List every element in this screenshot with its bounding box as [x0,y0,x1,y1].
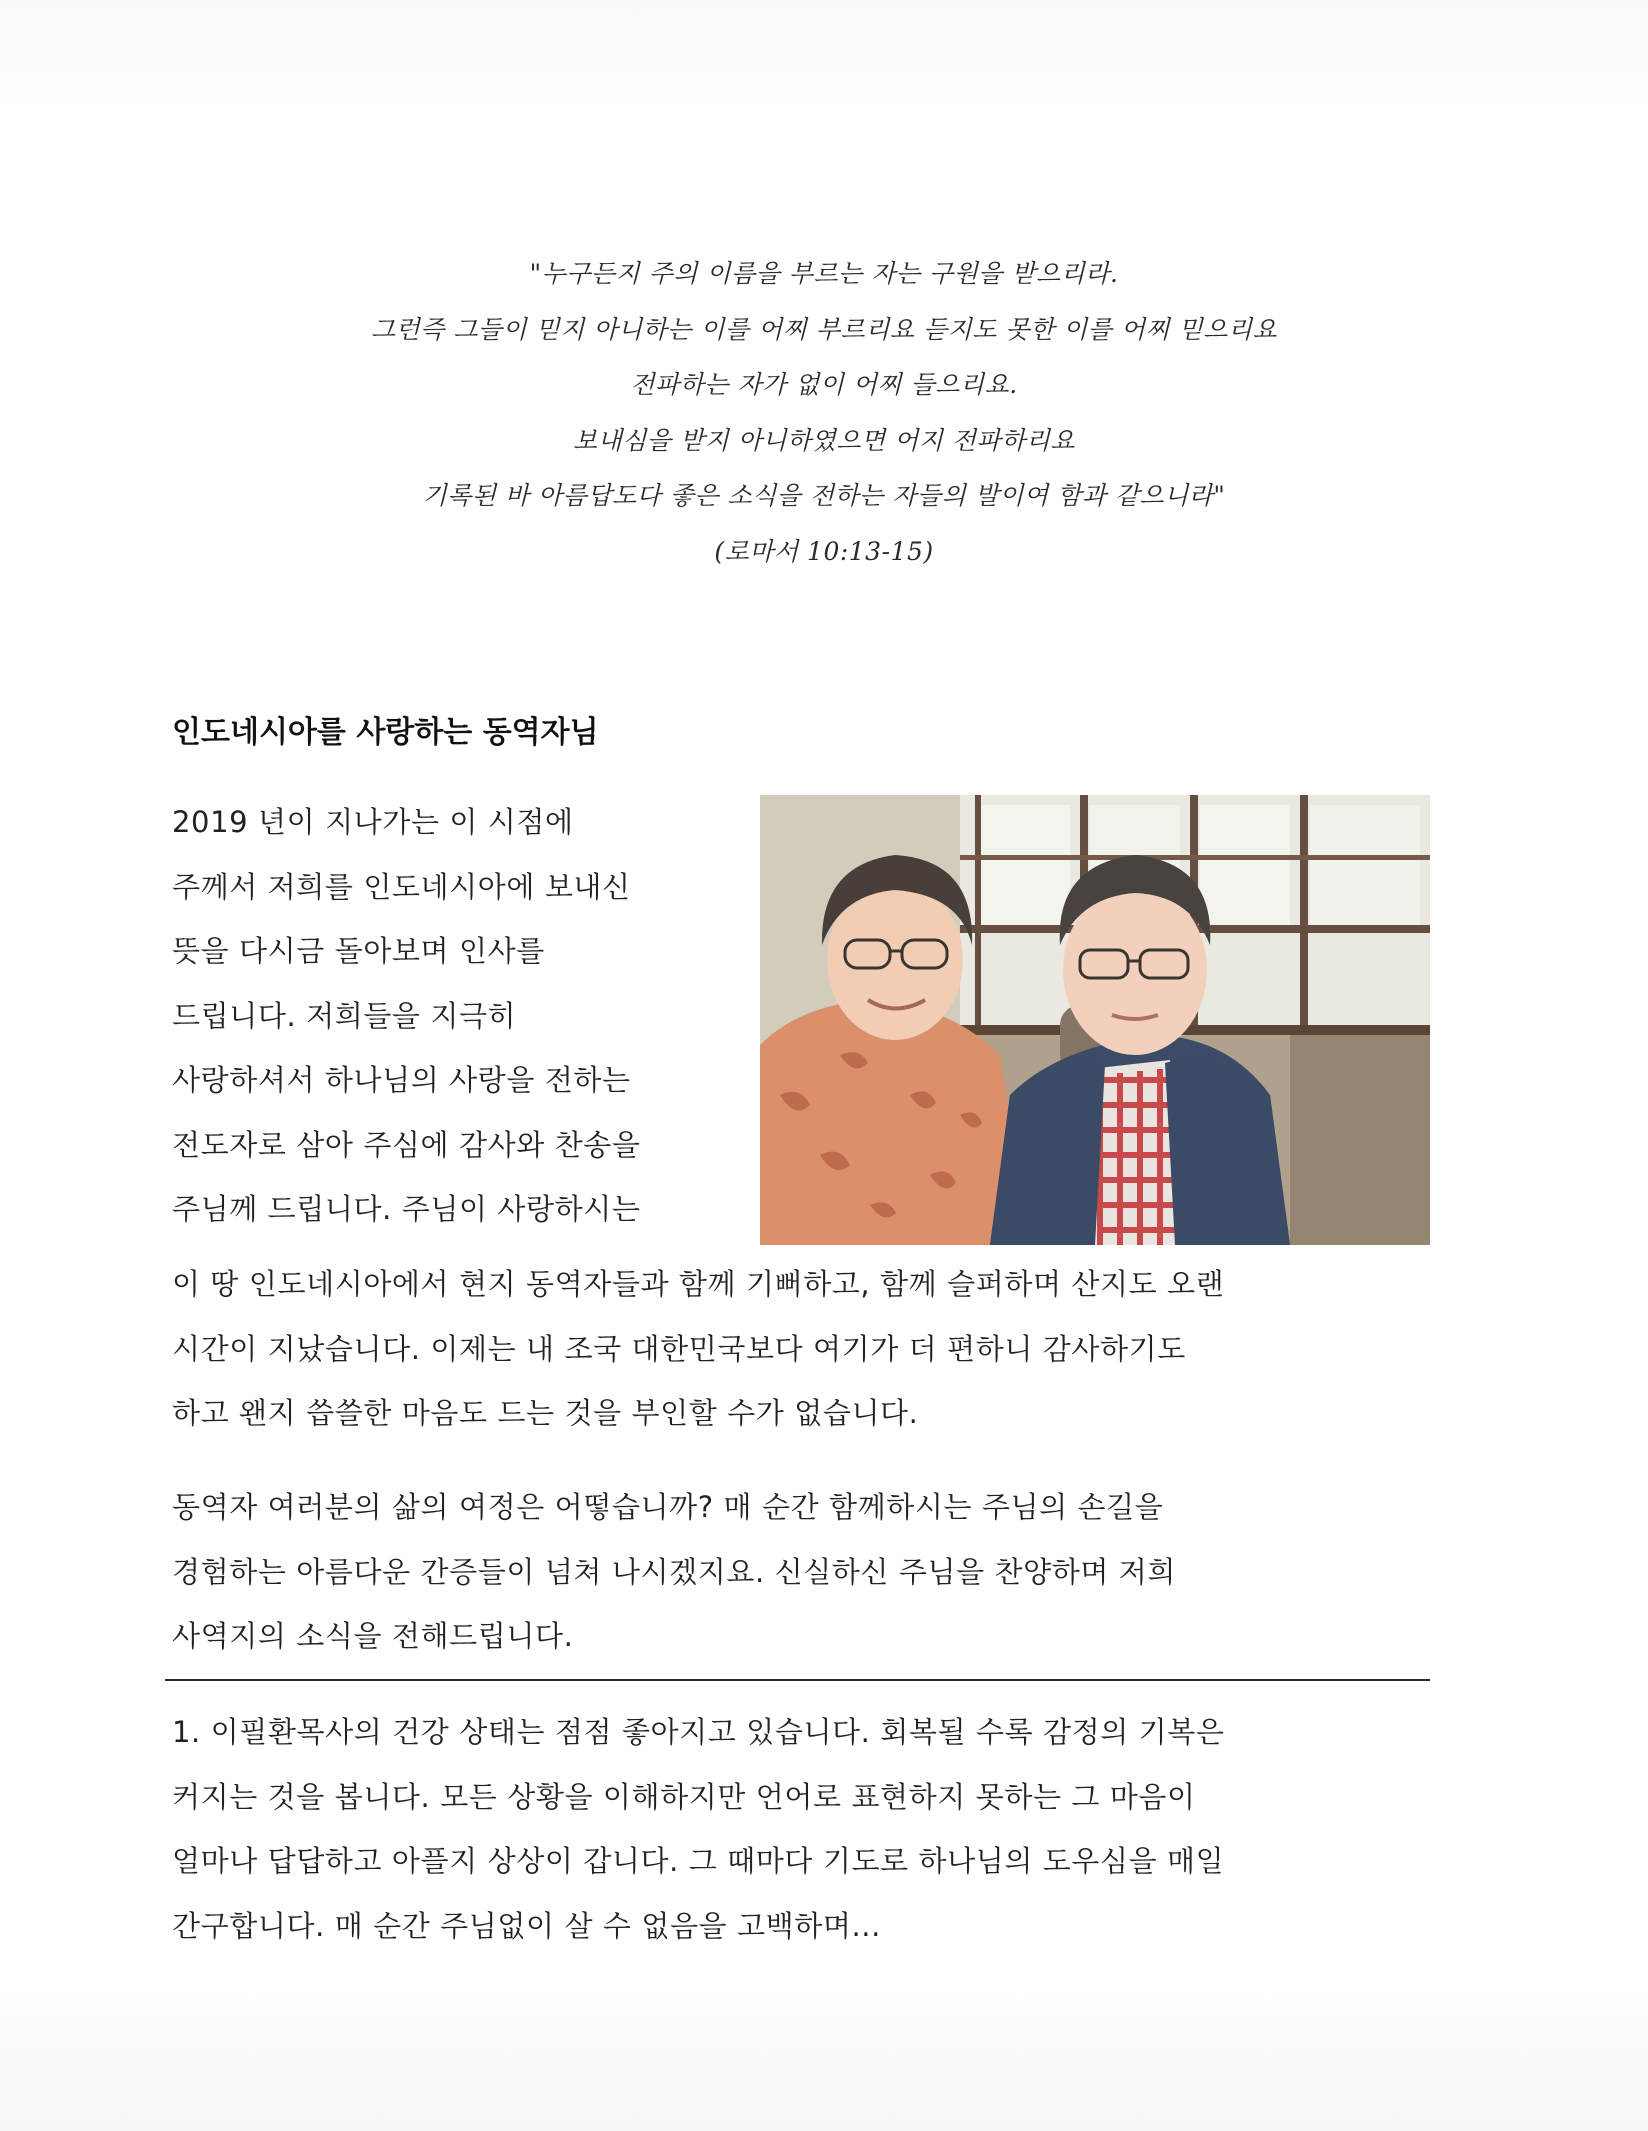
intro-paragraph-left [172,790,732,1242]
text-line: 시간이 지났습니다. 이제는 내 조국 대한민국보다 여기가 더 편하니 감사하기도 [172,1331,1186,1366]
verse-line: 전파하는 자가 없이 어찌 들으리요. [630,370,1018,400]
section-divider [165,1679,1430,1681]
verse-line: "누구든지 주의 이름을 부르는 자는 구원을 받으리라. [529,259,1119,288]
text-line: 커지는 것을 봅니다. 모든 상황을 이해하지만 언어로 표현하지 못하는 그 마음이 [172,1779,1196,1814]
section-heading: 인도네시아를 사랑하는 동역자님 [172,715,599,750]
text-line: 뜻을 다시금 돌아보며 인사를 [172,934,545,968]
text-line: 2019 년이 지나가는 이 시점에 [172,805,574,839]
text-line: 주님께 드립니다. 주님이 사랑하시는 [172,1192,641,1226]
scripture-quote [224,246,1424,580]
text-line: 1. 이필환목사의 건강 상태는 점점 좋아지고 있습니다. 회복될 수록 감정의 기복은 [172,1715,1225,1749]
text-line: 동역자 여러분의 삶의 여정은 어떻습니까? 매 순간 함께하시는 주님의 손길을 [172,1490,1164,1524]
intro-paragraph-continued [172,1252,1432,1446]
text-line: 주께서 저희를 인도네시아에 보내신 [172,869,631,904]
verse-line: 그런즉 그들이 믿지 아니하는 이를 어찌 부르리요 듣지도 못한 이를 어찌 믿으리요 [370,314,1278,344]
second-paragraph [172,1475,1432,1669]
text-line: 드립니다. 저희들을 지극히 [172,998,517,1033]
text-line: 사랑하셔서 하나님의 사랑을 전하는 [172,1063,631,1097]
news-item-1 [172,1700,1432,1958]
text-line: 경험하는 아름다운 간증들이 넘쳐 나시겠지요. 신실하신 주님을 찬양하며 저희 [172,1554,1177,1589]
text-line: 간구합니다. 매 순간 주님없이 살 수 없음을 고백하며... [172,1908,881,1943]
text-line: 얼마나 답답하고 아플지 상상이 갑니다. 그 때마다 기도로 하나님의 도우심을 매일 [172,1844,1225,1878]
missionary-couple-photo [760,795,1430,1245]
text-line: 사역지의 소식을 전해드립니다. [172,1619,574,1653]
text-line: 이 땅 인도네시아에서 현지 동역자들과 함께 기뻐하고, 함께 슬퍼하며 산지도 오랜 [172,1267,1225,1301]
verse-reference: (로마서 10:13-15) [714,536,934,566]
text-line: 전도자로 삼아 주심에 감사와 찬송을 [172,1127,641,1162]
verse-line: 보내심을 받지 아니하였으면 어지 전파하리요 [572,425,1076,455]
verse-line: 기록된 바 아름답도다 좋은 소식을 전하는 자들의 발이여 함과 같으니라" [422,481,1226,511]
text-line: 하고 왠지 씁쓸한 마음도 드는 것을 부인할 수가 없습니다. [172,1396,919,1430]
